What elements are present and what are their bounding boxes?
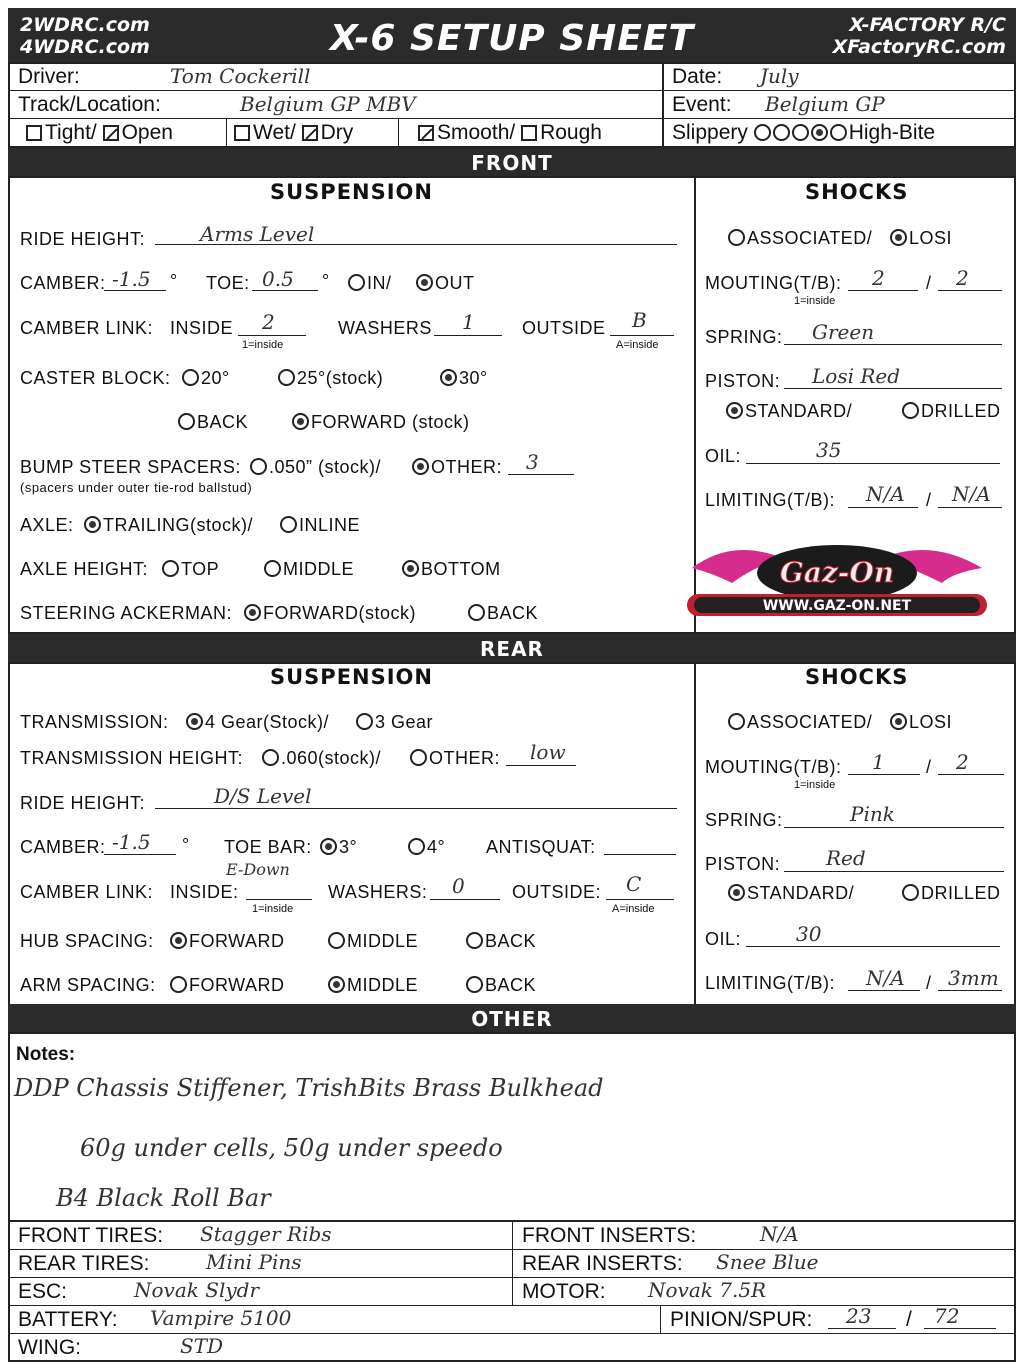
rear-ride-height-value[interactable]: D/S Level — [214, 784, 312, 808]
front-standard-radio[interactable] — [726, 402, 743, 419]
front-spring-value[interactable]: Green — [812, 320, 875, 344]
arm-forward — [170, 975, 285, 996]
sheet-header — [8, 8, 1016, 64]
smooth-checkbox[interactable] — [418, 125, 434, 141]
grip-scale — [672, 121, 935, 145]
bump-050-radio[interactable] — [250, 458, 267, 475]
event-label: Event: — [672, 93, 732, 116]
esc-value[interactable]: Novak Slydr — [134, 1278, 259, 1302]
tight-open-options — [26, 121, 173, 145]
brand-site: XFactoryRC.com — [832, 36, 1006, 58]
axle-top — [162, 559, 219, 580]
pinion-spur-slash: / — [906, 1308, 912, 1331]
trans-4gear-label: 4 Gear(Stock)/ — [205, 712, 330, 732]
front-inside-label: INSIDE — [170, 318, 234, 338]
trans-3gear-label: 3 Gear — [375, 712, 434, 732]
front-camber-link-label: CAMBER LINK: — [20, 318, 154, 338]
trans-4gear — [186, 712, 329, 733]
arm-spacing-label: ARM SPACING: — [20, 975, 156, 995]
front-inside-value[interactable]: 2 — [262, 310, 275, 334]
hub-back-label: BACK — [485, 931, 537, 951]
rear-washers-value[interactable]: 0 — [452, 874, 465, 898]
axle-middle-label: MIDDLE — [283, 559, 355, 579]
rear-inside-value[interactable]: E-Down — [226, 860, 290, 879]
hub-middle — [328, 931, 418, 952]
front-outside-label: OUTSIDE — [522, 318, 606, 338]
wing-value[interactable]: STD — [180, 1334, 224, 1358]
rear-drilled-radio[interactable] — [902, 884, 919, 901]
driver-value[interactable]: Tom Cockerill — [170, 64, 311, 88]
trans-3gear-radio[interactable] — [356, 713, 373, 730]
caster-forward — [292, 412, 470, 433]
caster-25 — [278, 368, 383, 389]
front-toe-label: TOE: — [206, 273, 250, 293]
toe-out-label: OUT — [435, 273, 475, 293]
axle-height-label: AXLE HEIGHT: — [20, 559, 149, 579]
tight-label: Tight/ — [45, 121, 97, 144]
caster-forward-label: FORWARD (stock) — [311, 412, 470, 432]
caster-20-label: 20° — [201, 368, 230, 388]
bump-050-label: .050” (stock)/ — [269, 457, 382, 477]
caster-25-label: 25°(stock) — [297, 368, 384, 388]
front-ride-height-value[interactable]: Arms Level — [200, 222, 315, 246]
front-toe-value[interactable]: 0.5 — [262, 267, 294, 291]
bump-050 — [250, 457, 381, 478]
trans-label: TRANSMISSION: — [20, 712, 169, 732]
caster-30-label: 30° — [459, 368, 488, 388]
date-label: Date: — [672, 65, 723, 88]
front-tires-label: FRONT TIRES: — [18, 1224, 164, 1247]
caster-back — [178, 412, 248, 433]
battery-label: BATTERY: — [18, 1308, 118, 1331]
arm-back-label: BACK — [485, 975, 537, 995]
rear-limiting-top[interactable]: N/A — [866, 966, 905, 990]
rear-losi-radio[interactable] — [890, 713, 907, 730]
rear-losi-label: LOSI — [909, 712, 953, 732]
bump-note: (spacers under outer tie-rod ballstud) — [20, 480, 253, 495]
trans-height-other-label: OTHER: — [429, 748, 501, 768]
rear-standard-radio[interactable] — [728, 884, 745, 901]
slippery-label: Slippery — [672, 121, 748, 144]
rear-camber-link-label: CAMBER LINK: — [20, 882, 154, 902]
caster-20 — [182, 368, 230, 389]
rear-standard-label: STANDARD/ — [747, 883, 855, 903]
rear-camber-degree: ° — [182, 835, 190, 855]
ackerman-forward-label: FORWARD(stock) — [263, 603, 416, 623]
rear-inserts-label: REAR INSERTS: — [522, 1252, 683, 1275]
front-washers-value[interactable]: 1 — [462, 310, 475, 334]
brand-name: X-FACTORY R/C — [849, 14, 1006, 36]
caster-back-label: BACK — [197, 412, 249, 432]
axle-trailing-radio[interactable] — [84, 516, 101, 533]
rear-camber-label: CAMBER: — [20, 837, 106, 857]
rear-assoc-radio[interactable] — [728, 713, 745, 730]
antisquat-label: ANTISQUAT: — [486, 837, 596, 857]
front-outside-note: A=inside — [616, 339, 659, 351]
ackerman-forward — [244, 603, 416, 624]
rear-oil-label: OIL: — [705, 929, 742, 949]
rear-band: REAR — [8, 634, 1016, 664]
front-assoc-radio[interactable] — [728, 229, 745, 246]
trans-height-other-radio[interactable] — [410, 749, 427, 766]
rear-washers-label: WASHERS: — [328, 882, 428, 902]
event-value[interactable]: Belgium GP — [765, 92, 885, 116]
axle-trailing — [84, 515, 253, 536]
axle-inline-radio[interactable] — [280, 516, 297, 533]
front-shock-losi — [890, 228, 952, 249]
hub-forward-radio[interactable] — [170, 932, 187, 949]
front-limiting-slash: / — [926, 490, 932, 510]
rear-inside-note: 1=inside — [252, 903, 294, 915]
rear-shocks-title: SHOCKS — [805, 665, 909, 689]
arm-back — [466, 975, 536, 996]
dry-label: Dry — [320, 121, 354, 144]
caster-forward-radio[interactable] — [292, 413, 309, 430]
ackerman-back — [468, 603, 538, 624]
front-oil-label: OIL: — [705, 446, 742, 466]
rear-tires-value[interactable]: Mini Pins — [206, 1250, 302, 1274]
front-piston-label: PISTON: — [705, 371, 781, 391]
hub-middle-radio[interactable] — [328, 932, 345, 949]
axle-top-label: TOP — [181, 559, 220, 579]
rear-limiting-label: LIMITING(T/B): — [705, 973, 835, 993]
axle-bottom — [402, 559, 501, 580]
logo-text: Gaz-On — [779, 556, 895, 589]
rear-shock-losi — [890, 712, 952, 733]
rear-standard — [728, 883, 854, 904]
arm-middle-label: MIDDLE — [347, 975, 419, 995]
front-shocks-title: SHOCKS — [805, 180, 909, 204]
rear-mounting-bottom[interactable]: 2 — [956, 750, 969, 774]
smooth-rough-options — [418, 121, 602, 145]
wet-dry-options — [234, 121, 353, 145]
rear-drilled — [902, 883, 1001, 904]
arm-middle — [328, 975, 418, 996]
trans-height-other — [410, 748, 500, 769]
arm-middle-radio[interactable] — [328, 976, 345, 993]
notes-label: Notes: — [16, 1044, 76, 1065]
axle-label: AXLE: — [20, 515, 74, 535]
axle-inline-label: INLINE — [299, 515, 361, 535]
rear-inserts-value[interactable]: Snee Blue — [716, 1250, 819, 1274]
rear-tires-label: REAR TIRES: — [18, 1252, 150, 1275]
arm-forward-radio[interactable] — [170, 976, 187, 993]
front-assoc-label: ASSOCIATED/ — [747, 228, 873, 248]
date-value[interactable]: July — [760, 64, 799, 88]
esc-label: ESC: — [18, 1280, 68, 1303]
rear-shock-assoc — [728, 712, 872, 733]
smooth-label: Smooth/ — [437, 121, 516, 144]
spur-value[interactable]: 72 — [934, 1304, 960, 1328]
wing-label: WING: — [18, 1336, 81, 1359]
bump-other-label: OTHER: — [431, 457, 503, 477]
bump-other — [412, 457, 502, 478]
toe-bar-label: TOE BAR: — [224, 837, 312, 857]
caster-label: CASTER BLOCK: — [20, 368, 171, 388]
toe-in-radio[interactable] — [348, 274, 365, 291]
front-toe-out — [416, 273, 475, 294]
wet-checkbox[interactable] — [234, 125, 250, 141]
front-band: FRONT — [8, 148, 1016, 178]
pinion-value[interactable]: 23 — [846, 1304, 872, 1328]
grip-radio-5[interactable] — [830, 124, 847, 141]
front-losi-radio[interactable] — [890, 229, 907, 246]
front-toe-degree: ° — [322, 271, 330, 291]
front-mounting-note: 1=inside — [794, 295, 836, 307]
site-2wdrc: 2WDRC.com — [20, 14, 150, 36]
toe-in-label: IN/ — [367, 273, 392, 293]
track-value[interactable]: Belgium GP MBV — [240, 92, 416, 116]
axle-middle-radio[interactable] — [264, 560, 281, 577]
front-toe-in — [348, 273, 392, 294]
front-camber-label: CAMBER: — [20, 273, 106, 293]
axle-top-radio[interactable] — [162, 560, 179, 577]
caster-25-radio[interactable] — [278, 369, 295, 386]
trans-height-060 — [262, 748, 381, 769]
front-standard — [726, 401, 852, 422]
battery-value[interactable]: Vampire 5100 — [150, 1306, 292, 1330]
front-drilled-label: DRILLED — [921, 401, 1001, 421]
front-camber-degree: ° — [170, 271, 178, 291]
rear-oil-value[interactable]: 30 — [796, 922, 822, 946]
front-ride-height-label: RIDE HEIGHT: — [20, 229, 146, 249]
front-inserts-value[interactable]: N/A — [760, 1222, 799, 1246]
front-oil-value[interactable]: 35 — [816, 438, 842, 462]
grip-radio-3[interactable] — [792, 124, 809, 141]
front-losi-label: LOSI — [909, 228, 953, 248]
front-mounting-label: MOUTING(T/B): — [705, 273, 842, 293]
front-inside-note: 1=inside — [242, 339, 284, 351]
front-tires-value[interactable]: Stagger Ribs — [200, 1222, 332, 1246]
rear-spring-label: SPRING: — [705, 810, 783, 830]
front-washers-label: WASHERS — [338, 318, 432, 338]
front-drilled — [902, 401, 1001, 422]
open-checkbox[interactable] — [103, 125, 119, 141]
front-limiting-label: LIMITING(T/B): — [705, 490, 835, 510]
toe-out-radio[interactable] — [416, 274, 433, 291]
front-standard-label: STANDARD/ — [745, 401, 853, 421]
front-outside-value[interactable]: B — [632, 308, 647, 332]
rear-piston-label: PISTON: — [705, 854, 781, 874]
front-inserts-label: FRONT INSERTS: — [522, 1224, 697, 1247]
note-line-2[interactable]: 60g under cells, 50g under speedo — [80, 1134, 503, 1162]
ackerman-forward-radio[interactable] — [244, 604, 261, 621]
toe-bar-3-radio[interactable] — [320, 838, 337, 855]
wet-label: Wet/ — [253, 121, 296, 144]
track-label: Track/Location: — [18, 93, 161, 116]
front-shock-assoc — [728, 228, 872, 249]
ackerman-back-label: BACK — [487, 603, 539, 623]
front-mounting-top[interactable]: 2 — [872, 266, 885, 290]
bump-steer-label: BUMP STEER SPACERS: — [20, 457, 241, 477]
motor-label: MOTOR: — [522, 1280, 606, 1303]
hub-middle-label: MIDDLE — [347, 931, 419, 951]
rear-mounting-top[interactable]: 1 — [872, 750, 885, 774]
note-line-1[interactable]: DDP Chassis Stiffener, TrishBits Brass Bulkhead — [14, 1074, 604, 1102]
highbite-label: High-Bite — [848, 121, 936, 144]
trans-height-060-radio[interactable] — [262, 749, 279, 766]
bump-other-value[interactable]: 3 — [526, 450, 539, 474]
gaz-on-logo — [672, 528, 1002, 620]
front-camber-value[interactable]: -1.5 — [112, 267, 151, 291]
toe-bar-4-radio[interactable] — [408, 838, 425, 855]
front-limiting-top[interactable]: N/A — [866, 482, 905, 506]
axle-inline — [280, 515, 360, 536]
rough-label: Rough — [540, 121, 602, 144]
rear-camber-value[interactable]: -1.5 — [112, 830, 151, 854]
trans-height-value[interactable]: low — [530, 740, 566, 764]
caster-30 — [440, 368, 488, 389]
driver-label: Driver: — [18, 65, 80, 88]
hub-forward-label: FORWARD — [189, 931, 285, 951]
axle-bottom-radio[interactable] — [402, 560, 419, 577]
rear-outside-value[interactable]: C — [626, 872, 642, 896]
front-piston-value[interactable]: Losi Red — [812, 364, 901, 388]
front-spring-label: SPRING: — [705, 327, 783, 347]
bump-other-radio[interactable] — [412, 458, 429, 475]
pinion-spur-label: PINION/SPUR: — [670, 1308, 813, 1331]
arm-back-radio[interactable] — [466, 976, 483, 993]
caster-back-radio[interactable] — [178, 413, 195, 430]
tight-checkbox[interactable] — [26, 125, 42, 141]
rear-inside-label: INSIDE: — [170, 882, 239, 902]
rear-limiting-slash: / — [926, 973, 932, 993]
grip-radio-2[interactable] — [773, 124, 790, 141]
rear-mounting-label: MOUTING(T/B): — [705, 757, 842, 777]
hub-spacing-label: HUB SPACING: — [20, 931, 154, 951]
front-mounting-bottom[interactable]: 2 — [956, 266, 969, 290]
rough-checkbox[interactable] — [521, 125, 537, 141]
site-4wdrc: 4WDRC.com — [20, 36, 150, 58]
axle-bottom-label: BOTTOM — [421, 559, 501, 579]
sheet-title: X-6 SETUP SHEET — [329, 18, 695, 59]
rear-piston-value[interactable]: Red — [826, 846, 866, 870]
toe-bar-4-label: 4° — [427, 837, 446, 857]
front-suspension-title: SUSPENSION — [270, 180, 433, 204]
ackerman-label: STEERING ACKERMAN: — [20, 603, 233, 623]
rear-suspension-title: SUSPENSION — [270, 665, 433, 689]
motor-value[interactable]: Novak 7.5R — [648, 1278, 767, 1302]
trans-height-060-label: .060(stock)/ — [281, 748, 382, 768]
rear-spring-value[interactable]: Pink — [850, 802, 895, 826]
header-right-sites — [833, 14, 1006, 58]
open-label: Open — [121, 121, 173, 144]
trans-height-label: TRANSMISSION HEIGHT: — [20, 748, 244, 768]
rear-ride-height-label: RIDE HEIGHT: — [20, 793, 146, 813]
grip-radio-1[interactable] — [754, 124, 771, 141]
trans-4gear-radio[interactable] — [186, 713, 203, 730]
caster-30-radio[interactable] — [440, 369, 457, 386]
note-line-3[interactable]: B4 Black Roll Bar — [56, 1184, 271, 1212]
logo-url: WWW.GAZ-ON.NET — [762, 598, 912, 614]
grip-radio-4[interactable] — [811, 124, 828, 141]
rear-outside-label: OUTSIDE: — [512, 882, 602, 902]
toe-bar-4 — [408, 837, 445, 858]
rear-limiting-bottom[interactable]: 3mm — [948, 966, 999, 990]
axle-trailing-label: TRAILING(stock)/ — [103, 515, 254, 535]
hub-back — [466, 931, 536, 952]
front-mounting-slash: / — [926, 273, 932, 293]
arm-forward-label: FORWARD — [189, 975, 285, 995]
rear-assoc-label: ASSOCIATED/ — [747, 712, 873, 732]
other-band: OTHER — [8, 1004, 1016, 1034]
rear-drilled-label: DRILLED — [921, 883, 1001, 903]
dry-checkbox[interactable] — [302, 125, 318, 141]
axle-middle — [264, 559, 354, 580]
toe-bar-3 — [320, 837, 357, 858]
front-limiting-bottom[interactable]: N/A — [952, 482, 991, 506]
rear-outside-note: A=inside — [612, 903, 655, 915]
toe-bar-3-label: 3° — [339, 837, 358, 857]
rear-mounting-slash: / — [926, 757, 932, 777]
front-drilled-radio[interactable] — [902, 402, 919, 419]
ackerman-back-radio[interactable] — [468, 604, 485, 621]
rear-mounting-note: 1=inside — [794, 779, 836, 791]
hub-forward — [170, 931, 285, 952]
caster-20-radio[interactable] — [182, 369, 199, 386]
hub-back-radio[interactable] — [466, 932, 483, 949]
trans-3gear — [356, 712, 433, 733]
